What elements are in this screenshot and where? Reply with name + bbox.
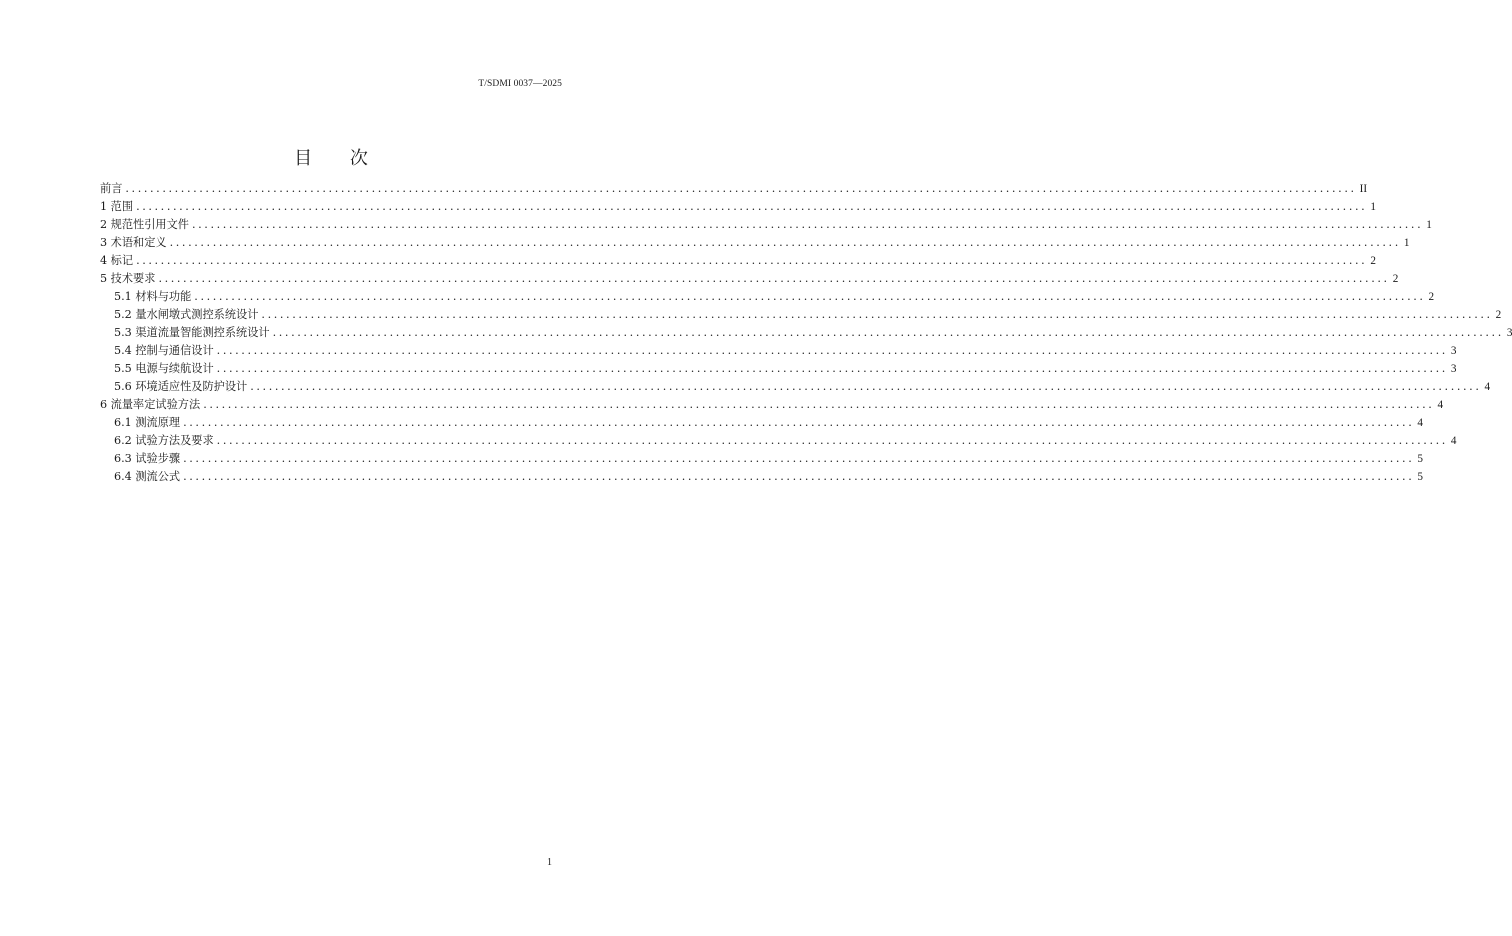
toc-entry-label: 5 技术要求 — [100, 272, 156, 285]
table-of-contents — [100, 180, 1512, 486]
toc-entry-label: 5.5 电源与续航设计 — [114, 362, 214, 375]
toc-entry-page: 1 — [1426, 219, 1432, 231]
toc-entry[interactable] — [100, 396, 1444, 414]
toc-entry-page: 2 — [1392, 273, 1399, 285]
toc-entry-label: 5.6 环境适应性及防护设计 — [114, 380, 248, 393]
toc-entry-label: 1 范围 — [100, 200, 134, 213]
toc-entry-label: 5.3 渠道流量智能测控系统设计 — [114, 326, 270, 339]
toc-entry[interactable] — [100, 198, 1376, 216]
toc-entry[interactable] — [100, 216, 1432, 234]
toc-entry-page: 3 — [1450, 363, 1457, 375]
dot-leader: ........................................................................................................................................................................................................ — [203, 398, 1435, 411]
toc-entry-label: 6.3 试验步骤 — [114, 452, 181, 465]
toc-entry[interactable] — [100, 468, 1423, 486]
toc-entry-page: 4 — [1417, 417, 1423, 429]
dot-leader: ........................................................................................................................................................................................................ — [216, 344, 1448, 357]
dot-leader: ........................................................................................................................................................................................................ — [169, 236, 1401, 249]
toc-entry-page: 5 — [1417, 471, 1423, 483]
toc-entry-page: 1 — [1370, 201, 1376, 213]
dot-leader: ........................................................................................................................................................................................................ — [216, 434, 1448, 447]
dot-leader: ........................................................................................................................................................................................................ — [216, 362, 1448, 375]
dot-leader: ........................................................................................................................................................................................................ — [192, 218, 1424, 231]
dot-leader: ........................................................................................................................................................................................................ — [136, 200, 1368, 213]
toc-entry[interactable] — [100, 270, 1399, 288]
toc-entry[interactable] — [100, 306, 1502, 324]
document-code: T/SDMI 0037—2025 — [478, 79, 562, 89]
dot-leader: ........................................................................................................................................................................................................ — [183, 470, 1415, 483]
toc-entry-page: 3 — [1506, 327, 1512, 339]
toc-entry-page: 4 — [1450, 435, 1457, 447]
dot-leader: ........................................................................................................................................................................................................ — [194, 290, 1426, 303]
toc-entry[interactable] — [100, 288, 1435, 306]
toc-entry-label: 5.1 材料与功能 — [114, 290, 192, 303]
toc-entry[interactable] — [100, 450, 1423, 468]
dot-leader: ........................................................................................................................................................................................................ — [125, 182, 1357, 195]
toc-entry-page: 4 — [1484, 381, 1491, 393]
toc-entry-label: 2 规范性引用文件 — [100, 218, 189, 231]
toc-entry-label: 6.2 试验方法及要求 — [114, 434, 214, 447]
toc-entry-label: 4 标记 — [100, 254, 134, 267]
page-title: 目 次 — [294, 148, 384, 170]
dot-leader: ........................................................................................................................................................................................................ — [250, 380, 1482, 393]
dot-leader: ........................................................................................................................................................................................................ — [261, 308, 1493, 321]
dot-leader: ........................................................................................................................................................................................................ — [158, 272, 1390, 285]
toc-entry[interactable] — [100, 378, 1491, 396]
dot-leader: ........................................................................................................................................................................................................ — [183, 416, 1415, 429]
toc-entry-page: 4 — [1437, 399, 1444, 411]
toc-entry[interactable] — [100, 414, 1423, 432]
toc-entry[interactable] — [100, 180, 1368, 198]
toc-entry-page: 5 — [1417, 453, 1423, 465]
dot-leader: ........................................................................................................................................................................................................ — [183, 452, 1415, 465]
toc-entry[interactable] — [100, 252, 1376, 270]
toc-entry[interactable] — [100, 324, 1512, 342]
toc-entry-page: 1 — [1403, 237, 1410, 249]
toc-entry-label: 5.2 量水闸墩式测控系统设计 — [114, 308, 259, 321]
page-number: 1 — [547, 857, 552, 868]
toc-entry-page: 2 — [1495, 309, 1502, 321]
toc-entry[interactable] — [100, 360, 1457, 378]
toc-entry-page: 3 — [1450, 345, 1457, 357]
toc-entry-page: II — [1359, 183, 1368, 195]
toc-entry[interactable] — [100, 342, 1457, 360]
toc-entry-page: 2 — [1428, 291, 1435, 303]
toc-entry-label: 6 流量率定试验方法 — [100, 398, 201, 411]
toc-entry[interactable] — [100, 234, 1410, 252]
toc-entry-label: 前言 — [100, 182, 123, 195]
toc-entry-label: 3 术语和定义 — [100, 236, 167, 249]
dot-leader: ........................................................................................................................................................................................................ — [136, 254, 1368, 267]
toc-entry-label: 6.1 测流原理 — [114, 416, 181, 429]
toc-entry-label: 5.4 控制与通信设计 — [114, 344, 214, 357]
toc-entry[interactable] — [100, 432, 1457, 450]
toc-entry-label: 6.4 测流公式 — [114, 470, 181, 483]
toc-entry-page: 2 — [1370, 255, 1376, 267]
dot-leader: ........................................................................................................................................................................................................ — [272, 326, 1504, 339]
